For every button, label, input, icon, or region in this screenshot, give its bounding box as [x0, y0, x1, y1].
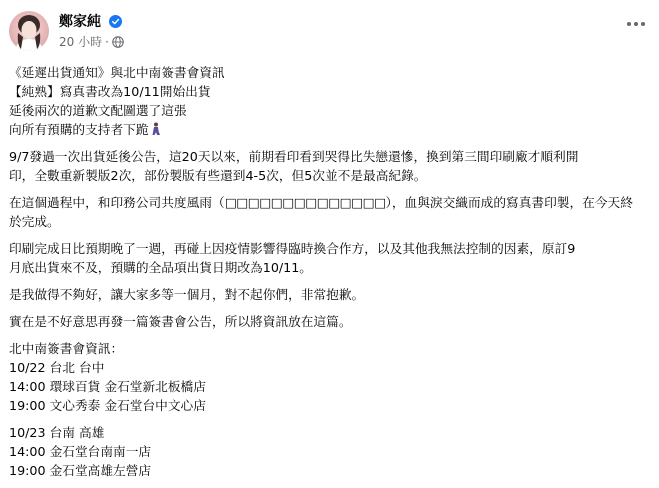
avatar[interactable] — [9, 11, 49, 51]
schedule-line: 19:00 文心秀泰 金石堂台中文心店 — [9, 398, 206, 413]
intro-line — [9, 120, 649, 139]
paragraph-line: 印刷完成日比預期晚了一週，再碰上因疫情影響得臨時換合作方，以及其他我無法控制的因素，原訂9 — [9, 241, 576, 256]
meta-separator: · — [105, 35, 109, 49]
missing-glyph-boxes: □□□□□□□□□□□□□□ — [224, 195, 386, 210]
paragraph-line: 月底出貨來不及，預購的全品項出貨日期改為10/11。 — [9, 260, 312, 275]
schedule-block — [9, 423, 649, 480]
schedule-line: 19:00 金石堂高雄左營店 — [9, 463, 152, 478]
globe-icon[interactable] — [112, 35, 124, 49]
intro-line-text: 向所有預購的支持者下跪 — [9, 122, 149, 137]
post-paragraph — [9, 193, 649, 231]
post-paragraph — [9, 312, 649, 331]
paragraph-line: 印，全數重新製版2次，部份製版有些還到4-5次，但5次並不是最高紀錄。 — [9, 168, 427, 183]
paragraph-line — [9, 193, 649, 212]
paragraph-line: 於完成。 — [9, 214, 60, 229]
paragraph-line: 是我做得不夠好，讓大家多等一個月，對不起你們，非常抱歉。 — [9, 287, 365, 302]
paragraph-text: ），血與淚交織而成的寫真書印製，在今天終 — [385, 195, 633, 210]
post-header — [0, 0, 659, 58]
post-meta — [59, 33, 124, 50]
post-paragraph — [9, 285, 649, 304]
more-options-icon[interactable] — [621, 12, 651, 36]
schedule-line: 14:00 環球百貨 金石堂新北板橋店 — [9, 379, 206, 394]
author-name[interactable] — [59, 11, 122, 32]
paragraph-text: 在這個過程中，和印務公司共度風雨（ — [9, 195, 225, 210]
profile-photo — [9, 11, 49, 51]
post-paragraph — [9, 147, 649, 185]
schedule-block — [9, 339, 649, 415]
post-paragraph — [9, 239, 649, 277]
post-body — [9, 63, 649, 488]
kneeling-person-emoji — [151, 122, 161, 136]
verified-badge-icon — [109, 15, 122, 32]
intro-line: 《延遲出貨通知》與北中南簽書會資訊 — [9, 65, 225, 80]
intro-line: 【純熟】寫真書改為10/11開始出貨 — [9, 84, 211, 99]
author-name-text[interactable]: 鄭家純 — [59, 14, 101, 30]
paragraph-line: 9/7發過一次出貨延後公告，這20天以來，前期看印看到哭得比失戀還慘，換到第三間印刷廠才順利開 — [9, 149, 579, 164]
intro-line: 延後兩次的道歉文配圖選了這張 — [9, 103, 187, 118]
schedule-line: 14:00 金石堂台南南一店 — [9, 444, 152, 459]
post-timestamp[interactable]: 20 小時 — [59, 35, 103, 49]
schedule-line: 10/23 台南 高雄 — [9, 425, 105, 440]
post-intro — [9, 63, 649, 139]
schedule-line: 10/22 台北 台中 — [9, 360, 105, 375]
paragraph-line: 實在是不好意思再發一篇簽書會公告，所以將資訊放在這篇。 — [9, 314, 352, 329]
schedule-line: 北中南簽書會資訊： — [9, 341, 124, 356]
